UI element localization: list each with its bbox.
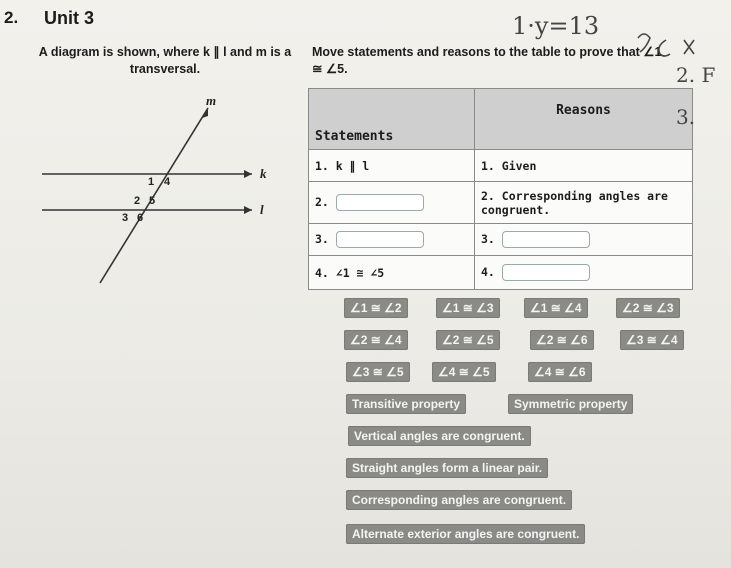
statement-3-number: 3.: [315, 232, 329, 246]
tile-angle-statement[interactable]: ∠1 ≅ ∠4: [524, 298, 588, 318]
reason-1: 1. Given: [475, 150, 693, 182]
reason-4-cell: [475, 256, 693, 290]
angle-1-label: 1: [148, 176, 155, 188]
angle-3-label: 3: [122, 212, 129, 224]
handwritten-line-1: 1·y=13: [512, 12, 600, 40]
statement-1: 1. k ∥ l: [309, 150, 475, 182]
statement-2-number: 2.: [315, 195, 329, 209]
handwritten-scribble: [638, 34, 694, 56]
tile-angle-statement[interactable]: ∠2 ≅ ∠3: [616, 298, 680, 318]
reason-2: 2. Corresponding angles are congruent.: [475, 182, 693, 224]
tile-reason[interactable]: Vertical angles are congruent.: [348, 426, 531, 446]
handwritten-notes: [508, 0, 731, 140]
statement-2-drop-slot[interactable]: [336, 194, 424, 211]
reason-4-drop-slot[interactable]: [502, 264, 590, 281]
tile-angle-statement[interactable]: ∠4 ≅ ∠5: [432, 362, 496, 382]
statement-3-cell: [309, 224, 475, 256]
reason-4-number: 4.: [481, 265, 495, 279]
angle-2-label: 2: [134, 195, 141, 207]
tile-reason[interactable]: Straight angles form a linear pair.: [346, 458, 548, 478]
reason-3-number: 3.: [481, 232, 495, 246]
tile-reason[interactable]: Alternate exterior angles are congruent.: [346, 524, 585, 544]
arrowhead-k: [244, 170, 252, 178]
angle-5-label: 5: [149, 195, 156, 207]
tile-reason[interactable]: Transitive property: [346, 394, 466, 414]
tile-angle-statement[interactable]: ∠4 ≅ ∠6: [528, 362, 592, 382]
statement-3-drop-slot[interactable]: [336, 231, 424, 248]
tile-reason[interactable]: Symmetric property: [508, 394, 633, 414]
tile-angle-statement[interactable]: ∠2 ≅ ∠4: [344, 330, 408, 350]
handwritten-line-3: 3.: [676, 105, 696, 129]
statements-header: Statements: [309, 89, 475, 150]
tile-angle-statement[interactable]: ∠1 ≅ ∠2: [344, 298, 408, 318]
tile-reason[interactable]: Corresponding angles are congruent.: [346, 490, 572, 510]
statement-4: 4. ∠1 ≅ ∠5: [309, 256, 475, 290]
label-m: m: [206, 93, 217, 108]
transversal-diagram: [30, 88, 280, 288]
question-number: 2.: [4, 8, 19, 27]
reason-3-drop-slot[interactable]: [502, 231, 590, 248]
handwritten-line-2: 2. F: [676, 63, 716, 87]
tile-angle-statement[interactable]: ∠2 ≅ ∠6: [530, 330, 594, 350]
tile-angle-statement[interactable]: ∠2 ≅ ∠5: [436, 330, 500, 350]
arrowhead-l: [244, 206, 252, 214]
diagram-prompt: A diagram is shown, where k ∥ l and m is a transversal.: [38, 45, 292, 76]
unit-title: Unit 3: [44, 8, 95, 28]
reason-3-cell: [475, 224, 693, 256]
tile-angle-statement[interactable]: ∠3 ≅ ∠5: [346, 362, 410, 382]
tile-angle-statement[interactable]: ∠3 ≅ ∠4: [620, 330, 684, 350]
proof-prompt: Move statements and reasons to the table to prove that ∠1 ≅ ∠5.: [312, 45, 662, 76]
angle-6-label: 6: [137, 212, 144, 224]
statement-2-cell: [309, 182, 475, 224]
angle-4-label: 4: [164, 176, 171, 188]
label-l: l: [260, 202, 264, 217]
tile-angle-statement[interactable]: ∠1 ≅ ∠3: [436, 298, 500, 318]
reasons-header: Reasons: [475, 89, 693, 150]
label-k: k: [260, 166, 267, 181]
